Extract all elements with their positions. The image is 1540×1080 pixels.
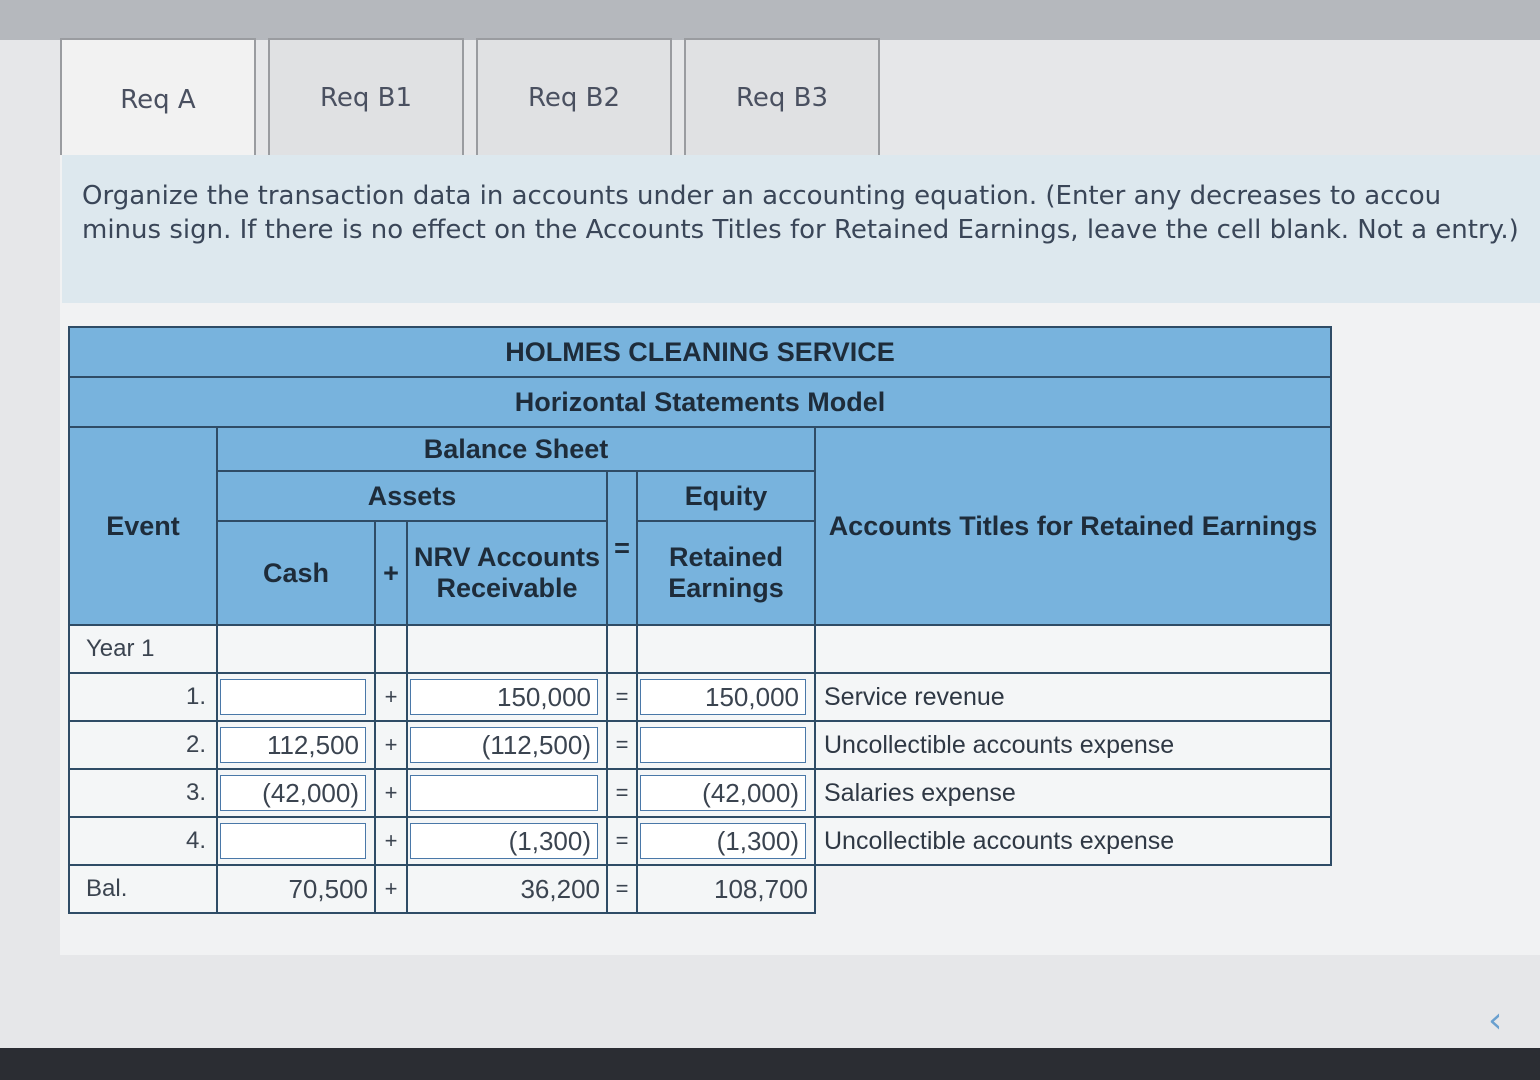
equals-sign: = [607,673,637,721]
account-title-select[interactable]: Salaries expense [815,769,1331,817]
table-row [69,721,1331,769]
tab-req-a[interactable]: Req A [60,38,256,160]
table-row [69,673,1331,721]
event-cell: 3. [69,769,217,817]
plus-sign: + [375,673,407,721]
nrv-input[interactable] [410,775,598,811]
year-label: Year 1 [69,625,217,673]
event-cell: 4. [69,817,217,865]
balance-row [69,865,1331,913]
plus-sign: + [375,769,407,817]
account-title-select[interactable]: Uncollectible accounts expense [815,721,1331,769]
nrv-input[interactable]: (112,500) [410,727,598,763]
equity-header: Equity [637,471,815,521]
equals-sign: = [607,865,637,913]
retained-earnings-input[interactable]: (1,300) [640,823,806,859]
equals-sign: = [607,721,637,769]
equals-header: = [607,471,637,625]
account-title-select[interactable]: Service revenue [815,673,1331,721]
bal-retained-earnings: 108,700 [637,865,815,913]
company-name: HOLMES CLEANING SERVICE [69,327,1331,377]
bottom-bar [0,1048,1540,1080]
bal-label: Bal. [69,865,217,913]
plus-sign: + [375,865,407,913]
table-row [69,817,1331,865]
cash-input[interactable]: 112,500 [220,727,366,763]
retained-earnings-input[interactable] [640,727,806,763]
nrv-input[interactable]: 150,000 [410,679,598,715]
tab-req-b3[interactable]: Req B3 [684,38,880,156]
chevron-left-icon[interactable]: ‹ [1488,1000,1503,1041]
nrv-input[interactable]: (1,300) [410,823,598,859]
top-bar [0,0,1540,40]
plus-sign: + [375,817,407,865]
assets-header: Assets [217,471,607,521]
event-cell: 1. [69,673,217,721]
cash-input[interactable] [220,679,366,715]
account-title-select[interactable]: Uncollectible accounts expense [815,817,1331,865]
balance-sheet-header: Balance Sheet [217,427,815,471]
plus-sign: + [375,721,407,769]
instructions-text: Organize the transaction data in accounts under an accounting equation. (Enter any decreases to accou minus sign. If there is no effect on the Accounts Titles for Retained Earnings, leave the cell blank. Not a entry.) [62,155,1540,303]
account-titles-header: Accounts Titles for Retained Earnings [815,427,1331,625]
tab-req-b1[interactable]: Req B1 [268,38,464,156]
event-cell: 2. [69,721,217,769]
cash-input[interactable] [220,823,366,859]
retained-earnings-header: Retained Earnings [637,521,815,625]
equals-sign: = [607,817,637,865]
cash-input[interactable]: (42,000) [220,775,366,811]
plus-header: + [375,521,407,625]
retained-earnings-input[interactable]: (42,000) [640,775,806,811]
tab-req-b2[interactable]: Req B2 [476,38,672,156]
nrv-header: NRV Accounts Receivable [407,521,607,625]
retained-earnings-input[interactable]: 150,000 [640,679,806,715]
bal-cash: 70,500 [217,865,375,913]
event-header: Event [69,427,217,625]
horizontal-statements-table [68,326,1332,914]
cash-header: Cash [217,521,375,625]
bal-nrv: 36,200 [407,865,607,913]
table-row [69,769,1331,817]
model-title: Horizontal Statements Model [69,377,1331,427]
equals-sign: = [607,769,637,817]
